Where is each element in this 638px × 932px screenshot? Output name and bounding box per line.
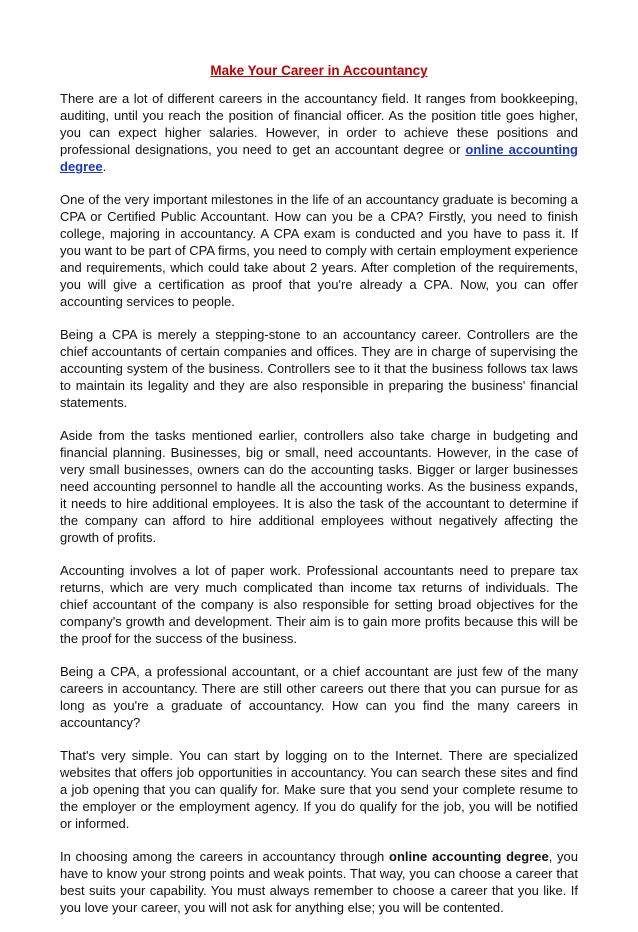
document-page [60,62,578,932]
paragraph-conclusion [60,848,578,916]
keyword-bold: online accounting degree [389,849,549,864]
paragraph: That's very simple. You can start by logging on to the Internet. There are specialized websites that offers job opportunities in accountancy. You can search these sites and find a job opening that you can qualify for. Make sure that you send your complete resume to the employer or the employment agency. If you do qualify for the job, you will be notified or informed. [60,748,578,831]
paragraph: Being a CPA is merely a stepping-stone to an accountancy career. Controllers are the chief accountants of certain companies and offices. They are in charge of supervising the accounting system of the business. Controllers see to it that the business follows tax laws to maintain its legality and they are also responsible in preparing the business' financial statements. [60,327,578,410]
intro-end: . [102,159,107,174]
paragraph: Being a CPA, a professional accountant, or a chief accountant are just few of the many careers in accountancy. There are still other careers out there that you can pursue for as long as you're a graduate of accountancy. How can you find the many careers in accountancy? [60,664,578,730]
intro-text: There are a lot of different careers in the accountancy field. It ranges from bookkeeping, auditing, until you reach the position of financial officer. As the position title goes higher, you can expect higher salaries. However, in order to achieve these positions and professional designations, you need to get an accountant degree or [60,91,578,157]
conclusion-text: In choosing among the careers in accountancy through [60,849,390,864]
paragraph: Aside from the tasks mentioned earlier, controllers also take charge in budgeting and financial planning. Businesses, big or small, need accountants. However, in the case of very small businesses, owners can do the accounting tasks. Bigger or larger businesses need accounting personnel to handle all the accounting works. As the business expands, it needs to hire additional employees. It is also the task of the accountant to determine if the company can afford to hire additional employees without negatively affecting the growth of profits. [60,428,578,545]
paragraph: One of the very important milestones in the life of an accountancy graduate is becoming a CPA or Certified Public Accountant. How can you be a CPA? Firstly, you need to finish college, majoring in accountancy. A CPA exam is conducted and you have to pass it. If you want to be part of CPA firms, you need to comply with certain employment experience and requirements, which could take about 2 years. After completion of the requirements, you will give a certification as proof that you're already a CPA. Now, you can offer accounting services to people. [60,192,578,309]
conclusion-rest: , you have to know your strong points and weak points. That way, you can choose a career that best suits your capability. You must always remember to choose a career that you like. If you love your career, you will not ask for anything else; you will be contented. [60,849,578,915]
document-title: Make Your Career in Accountancy [210,63,428,78]
online-accounting-degree-link[interactable]: online accounting degree [60,142,578,174]
paragraph: Accounting involves a lot of paper work. Professional accountants need to prepare tax returns, which are very much complicated than income tax returns of individuals. The chief accountant of the company is also responsible for setting broad objectives for the company's growth and development. Their aim is to gain more profits because this will be the proof for the success of the business. [60,563,578,646]
paragraph-intro [60,90,578,175]
